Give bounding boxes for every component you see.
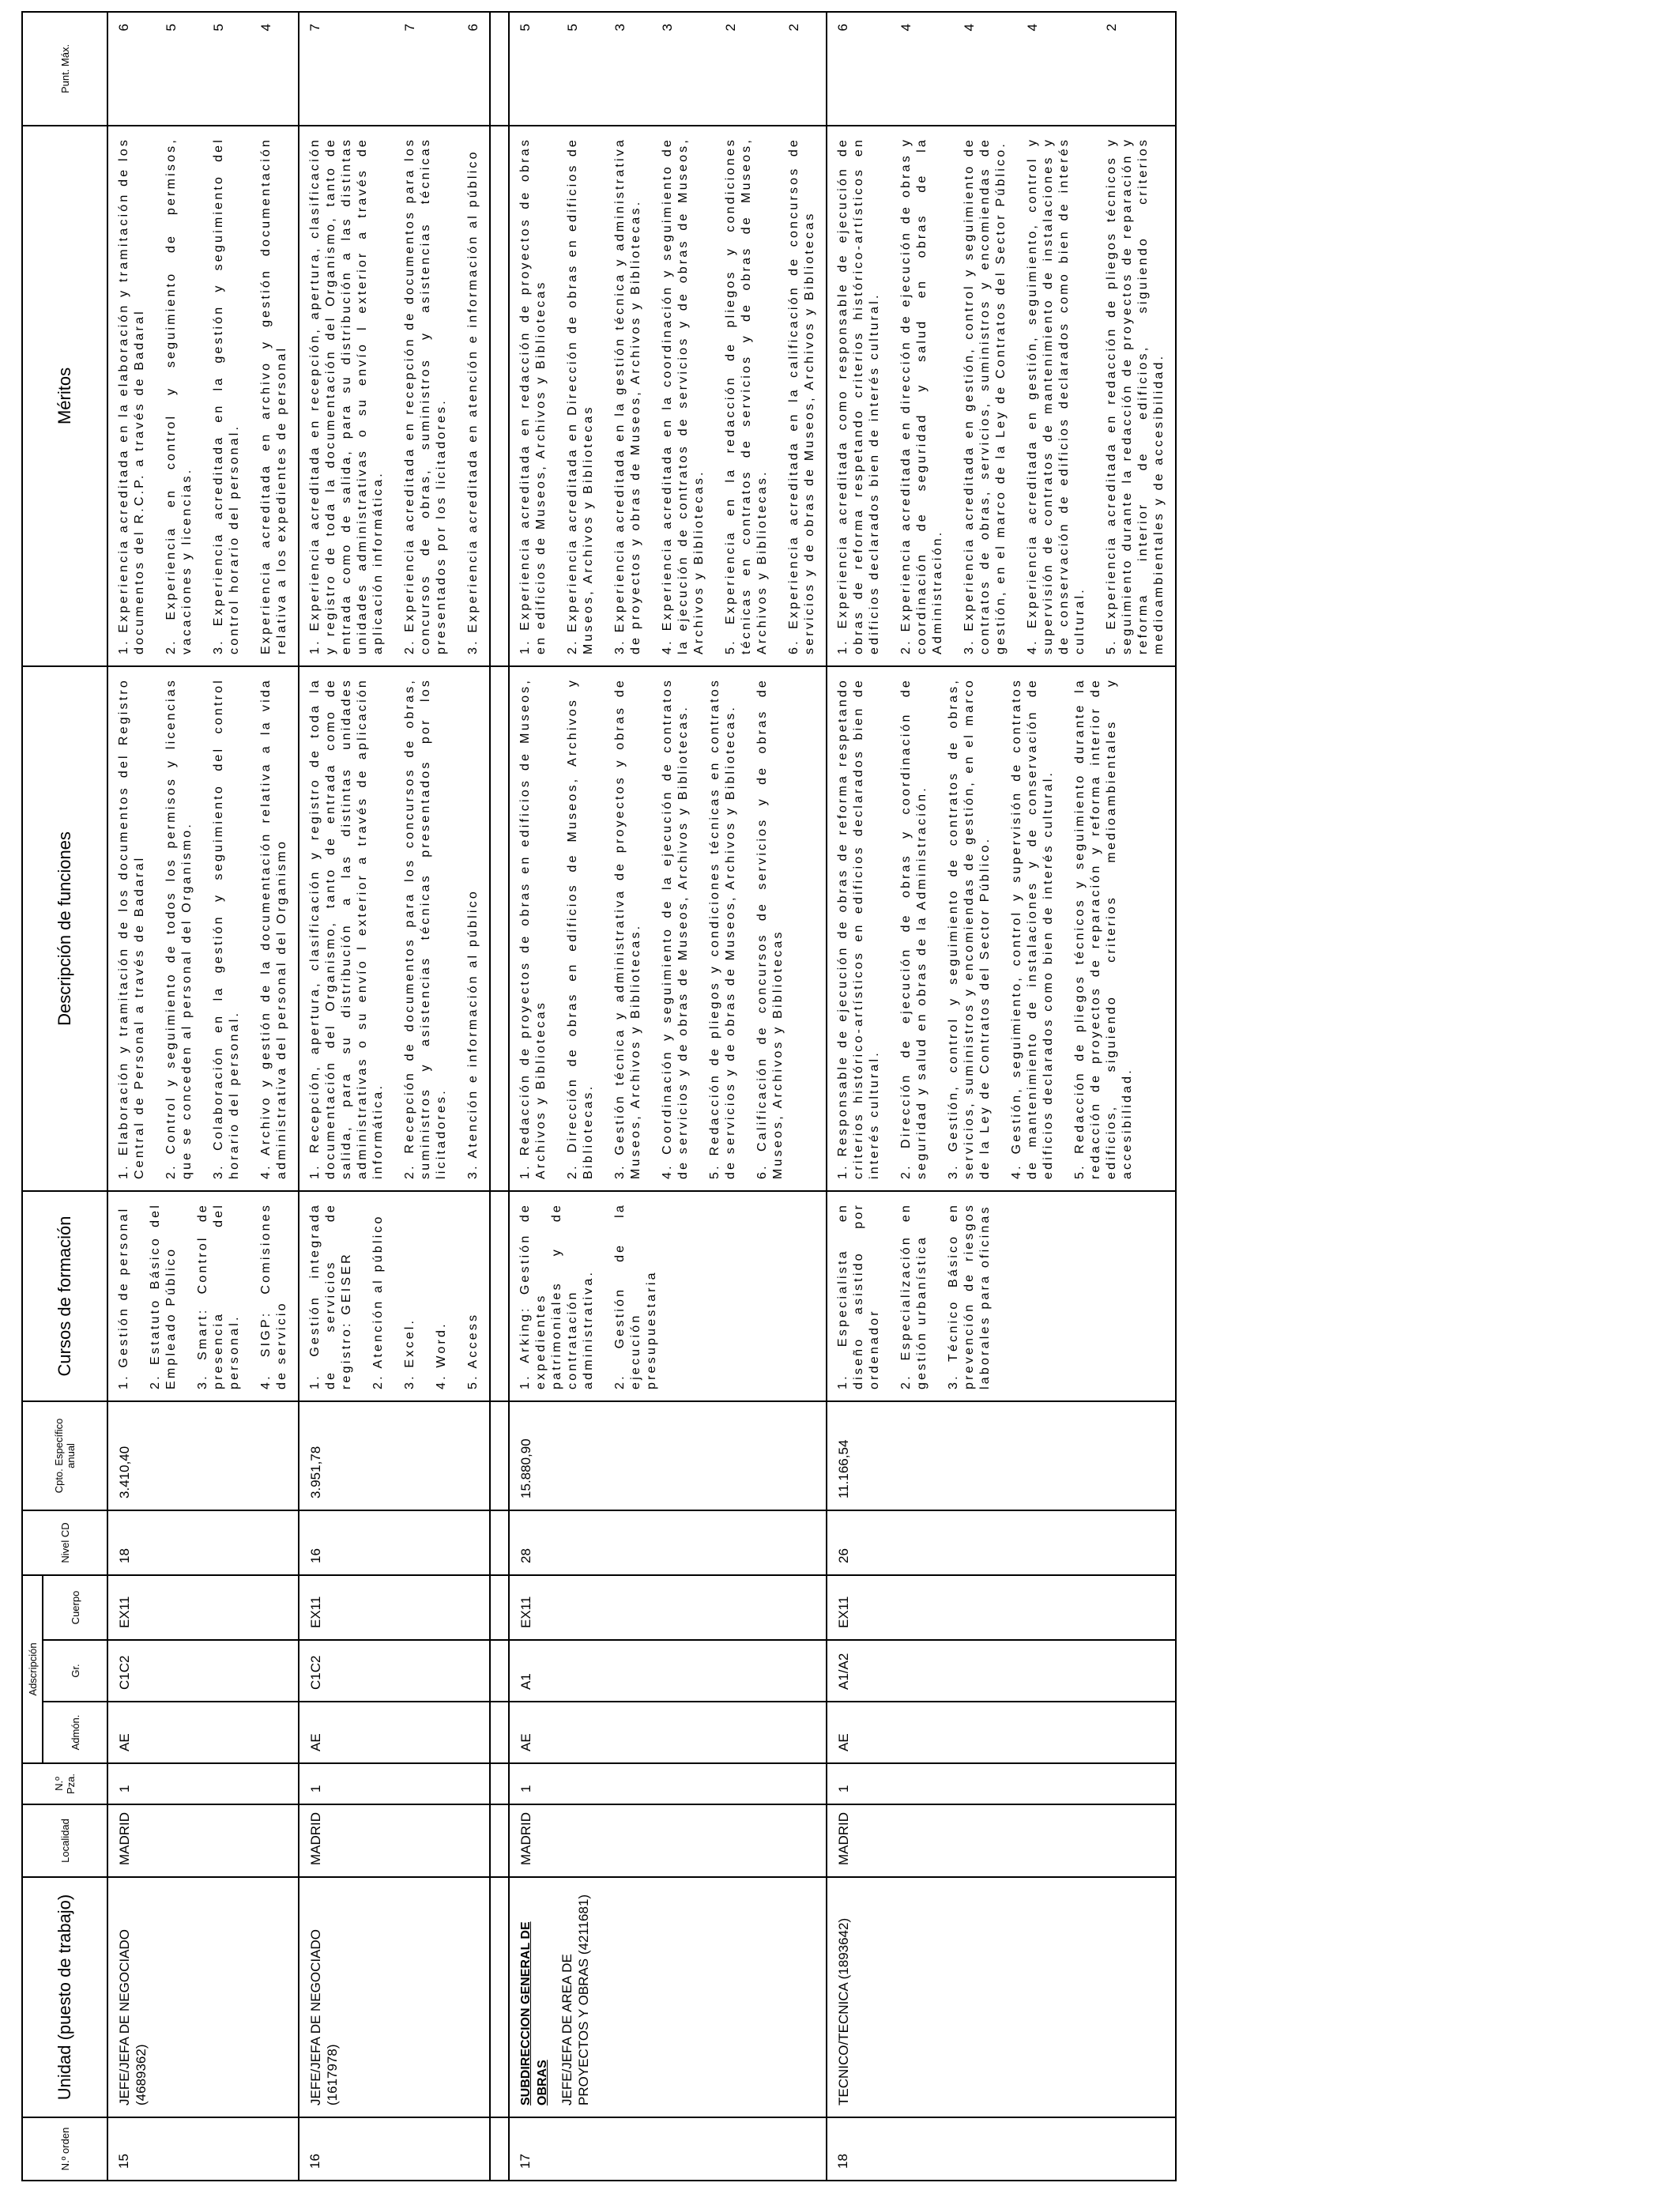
table-row [107,12,299,2181]
cell-cursos [509,1191,827,1401]
funcion-item: 2. Dirección de obras en edificios de Museos, Archivos y Bibliotecas. [566,677,595,1179]
cell-unidad [299,1877,490,2117]
funcion-item: 4. Coordinación y seguimiento de la ejecución de contratos de servicios y de obras de Museos, Archivos y Bibliotecas. [661,677,690,1179]
unidad-name: JEFE/JEFA DE AREA DE PROYECTOS Y OBRAS (4211681) [559,1894,591,2105]
curso-item: 4. SIGP: Comisiones de servicio [259,1202,288,1389]
curso-item: 4. Word. [435,1321,448,1389]
table-row [509,12,827,2181]
merito-item: 3. Experiencia acreditada en gestión, control y seguimiento de contratos de obras, servicios, suministros y encomiendas de gestión, en el marco de la Ley de Contratos del Sector Público. [962,137,1008,654]
curso-item: 3. Excel. [403,1318,416,1389]
separator-cell [490,666,509,1191]
merito-item: 2. Experiencia acreditada en dirección de ejecución de obras y coordinación de seguridad y salud en obras de la Administración. [899,137,944,654]
unidad-name: JEFE/JEFA DE NEGOCIADO (4689362) [117,1929,149,2105]
unidad-name: JEFE/JEFA DE NEGOCIADO (1617978) [308,1929,340,2105]
merito-item: 2. Experiencia acreditada en Dirección de obras en edificios de Museos, Archivos y Bibliotecas [566,137,595,654]
separator-cell [490,1191,509,1401]
cuerpo-value: EX11 [117,1596,132,1628]
cell-cpto [107,1401,299,1510]
nivel-value: 28 [518,1548,533,1563]
separator-cell [490,1401,509,1510]
cell-pza [299,1763,490,1804]
cell-cpto [299,1401,490,1510]
curso-item: 2. Estatuto Básico del Empleado Público [149,1202,178,1389]
cpto-value: 3.410,40 [117,1446,132,1498]
cell-unidad [827,1877,1176,2117]
merito-item: 2. Experiencia acreditada en recepción de documentos para los concursos de obras, suministros y asistencias técnicas presentados por los licitadores. [403,137,448,654]
header-cpto: Cpto. Específico anual [22,1401,107,1510]
admon-value: AE [308,1733,323,1751]
pza-value: 1 [308,1785,323,1793]
funcion-item: 6. Calificación de concursos de servicios y de obras de Museos, Archivos y Bibliotecas [755,677,785,1179]
cell-admon [107,1702,299,1763]
localidad-value: MADRID [836,1811,851,1865]
header-admon: Admón. [43,1702,107,1763]
cell-nivel [107,1510,299,1575]
cell-localidad [107,1804,299,1877]
merito-item: 1. Experiencia acreditada en redacción de proyectos de obras en edificios de Museos, Archivos y Bibliotecas [518,137,548,654]
curso-item: 1. Especialista en diseño asistido por ordenador [836,1202,881,1389]
cell-pza [827,1763,1176,1804]
cell-unidad [509,1877,827,2117]
punto-value: 5 [565,23,580,32]
separator-cell [490,1702,509,1763]
cell-cuerpo [509,1575,827,1640]
curso-item: 2. Especialización en gestión urbanística [899,1202,929,1389]
cpto-value: 11.166,54 [836,1439,851,1498]
header-nivel: Nivel CD [22,1510,107,1575]
punto-value: 4 [1025,23,1040,32]
cell-orden [107,2117,299,2181]
cpto-value: 3.951,78 [308,1446,323,1498]
localidad-value: MADRID [117,1811,132,1865]
cell-gr [827,1640,1176,1702]
punto-value: 5 [211,23,226,32]
cell-pza [509,1763,827,1804]
unidad-name: TECNICO/TECNICA (1893642) [836,1917,851,2105]
funcion-item: 2. Control y seguimiento de todos los permisos y licencias que se conceden al personal del Organismo. [164,677,194,1179]
cuerpo-value: EX11 [308,1596,323,1628]
localidad-value: MADRID [518,1811,533,1865]
separator-cell [490,2117,509,2181]
cell-puntos [509,12,827,126]
merito-item: 1. Experiencia acreditada en la elaboración y tramitación de los documentos del R.C.P. a través de Badaral [117,137,146,654]
cell-orden [827,2117,1176,2181]
curso-item: 3. Smart: Control de presencia del personal. [196,1202,241,1389]
separator-cell [490,1640,509,1702]
header-n-pza: N.º Pza. [22,1763,107,1804]
punto-value: 6 [835,23,850,32]
curso-item: 2. Gestión de la ejecución presupuestaria [613,1202,658,1389]
cell-meritos [509,126,827,666]
cell-nivel [827,1510,1176,1575]
pza-value: 1 [518,1785,533,1793]
cell-gr [299,1640,490,1702]
funcion-item: 2. Dirección de ejecución de obras y coordinación de seguridad y salud en obras de la Administración. [899,677,929,1179]
header-n-orden: N.º orden [22,2117,107,2181]
cell-puntos [827,12,1176,126]
orden-number: 15 [116,2154,131,2169]
cell-cursos [107,1191,299,1401]
header-unidad: Unidad (puesto de trabajo) [22,1877,107,2117]
cell-pza [107,1763,299,1804]
cell-localidad [509,1804,827,1877]
funcion-item: 1. Redacción de proyectos de obras en edificios de Museos, Archivos y Bibliotecas [518,677,548,1179]
merito-item: 1. Experiencia acreditada en recepción, apertura, clasificación y registro de toda la documentación del Organismo, tanto de entrada como de salida, para su distribución a las distintas unidades administrativas o su envío l exterior a través de aplicación informática. [308,137,385,654]
funcion-item: 1. Responsable de ejecución de obras de reforma respetando criterios histórico-artísticos en edificios declarados bien de interés cultural. [836,677,881,1179]
funcion-item: 3. Colaboración en la gestión y seguimiento del control horario del personal. [212,677,241,1179]
curso-item: 1. Arking: Gestión de expedientes patrimoniales y de contratación administrativa. [518,1202,595,1389]
cuerpo-value: EX11 [518,1596,533,1628]
punto-value: 4 [898,23,913,32]
merito-item: 2. Experiencia en control y seguimiento de permisos, vacaciones y licencias. [164,137,194,654]
admon-value: AE [836,1733,851,1751]
punto-value: 2 [723,23,738,32]
punto-value: 6 [116,23,131,32]
punto-value: 7 [307,23,322,32]
separator-cell [490,1575,509,1640]
cell-cuerpo [107,1575,299,1640]
nivel-value: 26 [836,1548,851,1563]
funcion-item: 3. Gestión técnica y administrativa de proyectos y obras de Museos, Archivos y Bibliotecas. [613,677,642,1179]
curso-item: 1. Gestión de personal [117,1206,130,1389]
cell-meritos [107,126,299,666]
separator-cell [490,12,509,126]
merito-item: 5. Experiencia acreditada en redacción de pliegos técnicos y seguimiento durante la redacción de proyectos de reparación y reforma interior de edificios, siguiendo criterios medioambientales y de accesibilidad. [1105,137,1166,654]
admon-value: AE [117,1733,132,1751]
table-header [22,12,107,2181]
merito-item: 6. Experiencia acreditada en la calificación de concursos de servicios y de obras de Museos, Archivos y Bibliotecas [787,137,816,654]
separator-cell [490,1510,509,1575]
header-cursos: Cursos de formación [22,1191,107,1401]
pza-value: 1 [117,1785,132,1793]
orden-number: 17 [518,2154,533,2169]
merito-item: 3. Experiencia acreditada en atención e información al público [466,149,480,654]
header-gr: Gr. [43,1640,107,1702]
table-row [299,12,490,2181]
funcion-item: 5. Redacción de pliegos técnicos y seguimiento durante la redacción de proyectos de reparación y reforma interior de edificios, siguiendo criterios medioambientales y accesibilidad. [1073,677,1134,1179]
cell-unidad [107,1877,299,2117]
cell-cursos [299,1191,490,1401]
punto-value: 2 [1104,23,1119,32]
cell-localidad [299,1804,490,1877]
merito-item: 5. Experiencia en la redacción de pliegos y condiciones técnicas en contratos de servicios y de obras de Museos, Archivos y Bibliotecas. [724,137,769,654]
localidad-value: MADRID [308,1811,323,1865]
section-title: SUBDIRECCION GENERAL DE OBRAS [519,1921,549,2105]
admon-value: AE [518,1733,533,1751]
cell-funciones [299,666,490,1191]
header-descripcion: Descripción de funciones [22,666,107,1191]
merito-item: 4. Experiencia acreditada en gestión, seguimiento, control y supervisión de contratos de mantenimiento de instalaciones y de conservación de edificios declarados como bien de interés cultural. [1026,137,1087,654]
header-puntos: Punt. Máx. [22,12,107,126]
punto-value: 3 [612,23,627,32]
cell-orden [299,2117,490,2181]
gr-value: A1/A2 [836,1653,851,1690]
gr-value: A1 [518,1673,533,1690]
gr-value: C1C2 [117,1655,132,1690]
nivel-value: 18 [117,1548,132,1563]
punto-value: 5 [164,23,179,32]
punto-value: 3 [660,23,675,32]
cell-cuerpo [827,1575,1176,1640]
header-localidad: Localidad [22,1804,107,1877]
punto-value: 4 [962,23,977,32]
pza-value: 1 [836,1785,851,1793]
nivel-value: 16 [308,1548,323,1563]
cell-gr [107,1640,299,1702]
funcion-item: 4. Gestión, seguimiento, control y supervisión de contratos de mantenimiento de instalaciones y de conservación de edificios declarados como bien de interés cultural. [1010,677,1055,1179]
funcion-item: 2. Recepción de documentos para los concursos de obras, suministros y asistencias técnicas presentados por los licitadores. [403,677,448,1179]
merito-item: 3. Experiencia acreditada en la gestión y seguimiento del control horario del personal. [212,137,241,654]
cpto-value: 15.880,90 [518,1438,533,1498]
cell-meritos [299,126,490,666]
header-adscripcion: Adscripción [22,1575,43,1763]
cell-cpto [827,1401,1176,1510]
merito-item: 3. Experiencia acreditada en la gestión técnica y administrativa de proyectos y obras de Museos, Archivos y Bibliotecas. [613,137,642,654]
cell-cpto [509,1401,827,1510]
cuerpo-value: EX11 [836,1596,851,1628]
cell-localidad [827,1804,1176,1877]
cell-puntos [107,12,299,126]
separator-cell [490,1804,509,1877]
funcion-item: 3. Gestión, control y seguimiento de contratos de obras, servicios, suministros y encomiendas de gestión, en el marco de la Ley de Contratos del Sector Público. [947,677,992,1179]
table-body [107,12,1176,2181]
cell-puntos [299,12,490,126]
header-meritos: Méritos [22,126,107,666]
cell-nivel [299,1510,490,1575]
positions-table [21,11,1177,2181]
cell-orden [509,2117,827,2181]
funcion-item: 5. Redacción de pliegos y condiciones técnicas en contratos de servicios y de obras de Museos, Archivos y Bibliotecas. [708,677,737,1179]
punto-value: 4 [258,23,273,32]
funcion-item: 1. Recepción, apertura, clasificación y registro de toda la documentación del Organismo, tanto de entrada como de salida, para su distribución a las distintas unidades administrativas o su envío l exterior a través de aplicación informática. [308,677,385,1179]
orden-number: 16 [307,2154,322,2169]
punto-value: 2 [786,23,801,32]
table-row [827,12,1176,2181]
cell-nivel [509,1510,827,1575]
cell-admon [299,1702,490,1763]
curso-item: 5. Access [466,1312,480,1389]
cell-funciones [509,666,827,1191]
section-separator [490,12,509,2181]
gr-value: C1C2 [308,1655,323,1690]
curso-item: 2. Atención al público [371,1214,385,1389]
separator-cell [490,126,509,666]
separator-cell [490,1877,509,2117]
merito-item: 4. Experiencia acreditada en la coordinación y seguimiento de la ejecución de contratos de servicios y de obras de Museos, Archivos y Bibliotecas. [661,137,706,654]
funcion-item: 3. Atención e información al público [466,889,480,1179]
merito-item: 1. Experiencia acreditada como responsable de ejecución de obras de reforma respetando criterios histórico-artísticos en edificios declarados bien de interés cultural. [836,137,881,654]
punto-value: 7 [402,23,417,32]
cell-cuerpo [299,1575,490,1640]
cell-funciones [107,666,299,1191]
curso-item: 3. Técnico Básico en prevención de riesgos laborales para oficinas [947,1202,992,1389]
separator-cell [490,1763,509,1804]
cell-admon [827,1702,1176,1763]
merito-item: Experiencia acreditada en archivo y gestión documentación relativa a los expedientes de personal [259,137,288,654]
cell-gr [509,1640,827,1702]
orden-number: 18 [835,2154,850,2169]
funcion-item: 1. Elaboración y tramitación de los documentos del Registro Central de Personal a través de Badaral [117,677,146,1179]
punto-value: 6 [465,23,480,32]
punto-value: 5 [518,23,533,32]
header-cuerpo: Cuerpo [43,1575,107,1640]
cell-meritos [827,126,1176,666]
cell-funciones [827,666,1176,1191]
curso-item: 1. Gestión integrada de servicios de registro: GEISER [308,1202,353,1389]
cell-cursos [827,1191,1176,1401]
funcion-item: 4. Archivo y gestión de la documentación relativa a la vida administrativa del personal del Organismo [259,677,288,1179]
cell-admon [509,1702,827,1763]
